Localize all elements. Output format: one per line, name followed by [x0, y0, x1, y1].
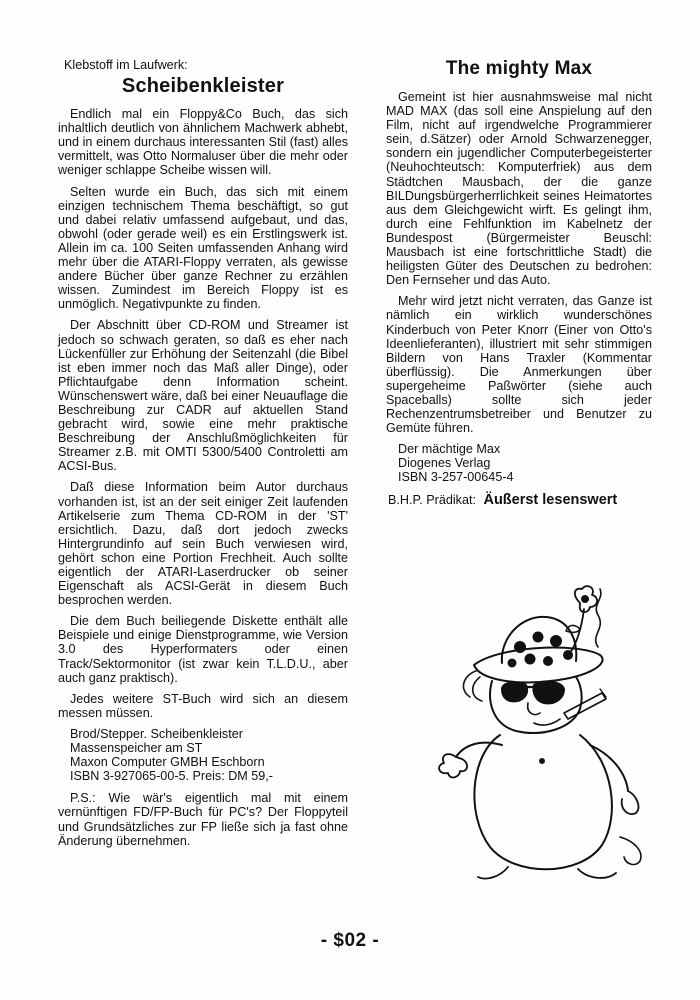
left-paragraph: Endlich mal ein Floppy&Co Buch, das sich inhaltlich deutlich von ähnlichem Machwerk abhebt, und in einem durchaus interessanten Stil (fast) alles vermittelt, was Otto Normaluser über die mehr oder weniger schlappe Scheibe wissen will.: [58, 107, 348, 178]
left-paragraph: Selten wurde ein Buch, das sich mit einem einzigen technischem Thema beschäftigt, so gut und dabei relativ umfassend aufgebaut, und das, obwohl (oder gerade weil) es ein Erstlingswerk ist. Allein im ca. 100 Seiten umfassenden Anhang wird mehr über die ATARI-Floppy verraten, als gewisse andere Bücher über ganze Rechner zu erzählen wissen. Zumindest im Bereich Floppy ist es unmöglich. Negativpunkte zu finden.: [58, 184, 348, 312]
reference-line: Der mächtige Max: [398, 442, 501, 457]
reference-line: Massenspeicher am ST: [70, 741, 203, 756]
verdict: [386, 493, 652, 507]
cartoon-illustration-icon: [430, 585, 680, 885]
left-column: [58, 58, 348, 855]
left-paragraph: Die dem Buch beiliegende Diskette enthält alle Beispiele und einige Dienstprogramme, wie Version 3.0 des Hyperformaters oder einen Track/Sektormonitor (ist zwar kein T.L.D.U., aber auch ganz praktisch).: [58, 614, 348, 685]
left-paragraph: Der Abschnitt über CD-ROM und Streamer ist jedoch so schwach geraten, so daß es eher nach Lückenfüller zur Erhöhung der Seitenzahl (die Bibel ist eben immer noch das Maß aller Dinge), oder Pflichtaufgabe denn Information scheint. Wünschenswert wäre, daß bei einer Neuauflage die Beschreibung zur CADR auf aktuellen Stand gebracht wird, sowie eine mehr praktische Beschreibung der Anschlußmöglichkeiten für Streamer z.B. mit OMTI 5300/5400 Controletti am ACSI-Bus.: [58, 318, 348, 474]
reference-line: ISBN 3-257-00645-4: [398, 470, 514, 485]
left-title: Scheibenkleister: [121, 75, 285, 98]
right-column: [386, 58, 652, 507]
right-paragraph: Mehr wird jetzt nicht verraten, das Ganze ist nämlich ein wirklich wunderschönes Kinderbuch von Peter Knorr (Einer von Otto's Ideenlieferanten), illustriert mit sehr stimmigen Bildern von Hans Traxler (Kommentar überflüssig). Die Anmerkungen über supergeheime Paßwörter (siehe auch Spaceballs) sollte sich jeder Rechenzentrumsbetreiber und Benutzer zu Gemüte führen.: [386, 294, 652, 436]
reference-line: ISBN 3-927065-00-5. Preis: DM 59,-: [70, 769, 273, 784]
right-title: The mighty Max: [445, 58, 593, 79]
right-paragraph: Gemeint ist hier ausnahmsweise mal nicht MAD MAX (das soll eine Anspielung auf den Film, nicht auf irgendwelche Programmierer sein, d.Sätzer) oder Arnold Schwarzenegger, sondern ein jugendlicher Computerbegeisterter (Neuhochteutsch: Komputerfriek) aus dem Städtchen Mausbach, der die ganze BILDungsbürgerherrlichkeit seines Heimatortes aus dem Gleichgewicht wirft. Es gelingt ihm, durch eine Fehlfunktion im Kabelnetz der Bundespost (Bürgermeister Beuschl: Mausbach ist eine fortschrittliche Stadt) die heiligsten Güter des Deutschen zu bedrohen: Den Fernseher und das Auto.: [386, 90, 652, 288]
column-gutter: [368, 88, 369, 908]
reference-line: Diogenes Verlag: [398, 456, 491, 471]
left-book-reference: [58, 727, 348, 783]
left-paragraph: Jedes weitere ST-Buch wird sich an diesem messen müssen.: [58, 691, 348, 720]
verdict-label: B.H.P. Prädikat:: [388, 492, 476, 507]
page-number: - $02 -: [320, 930, 380, 951]
left-kicker: Klebstoff im Laufwerk:: [64, 58, 188, 72]
right-book-reference: [386, 442, 652, 484]
verdict-value: Äußerst lesenswert: [483, 491, 618, 508]
reference-line: Brod/Stepper. Scheibenkleister: [70, 726, 243, 741]
left-postscript: P.S.: Wie wär's eigentlich mal mit einem vernünftigen FD/FP-Buch für PC's? Der Floppyteil und Grundsätzliches zur FP ließe sich ja fast ohne Änderung übernehmen.: [58, 791, 348, 848]
left-paragraph: Daß diese Information beim Autor durchaus vorhanden ist, ist an der seit einiger Zeit laufenden Artikelserie zum Thema CD-ROM in der 'ST' ersichtlich. Dazu, daß dort jedoch zwecks Hintergrundinfo auf sein Buch verwiesen wird, gehört schon eine Portion Frechheit. Auch sollte eigentlich der ATARI-Laserdrucker ob seiner Eigenschaft als ACSI-Gerät in diesem Buch besprochen werden.: [58, 480, 348, 608]
reference-line: Maxon Computer GMBH Eschborn: [70, 755, 265, 770]
